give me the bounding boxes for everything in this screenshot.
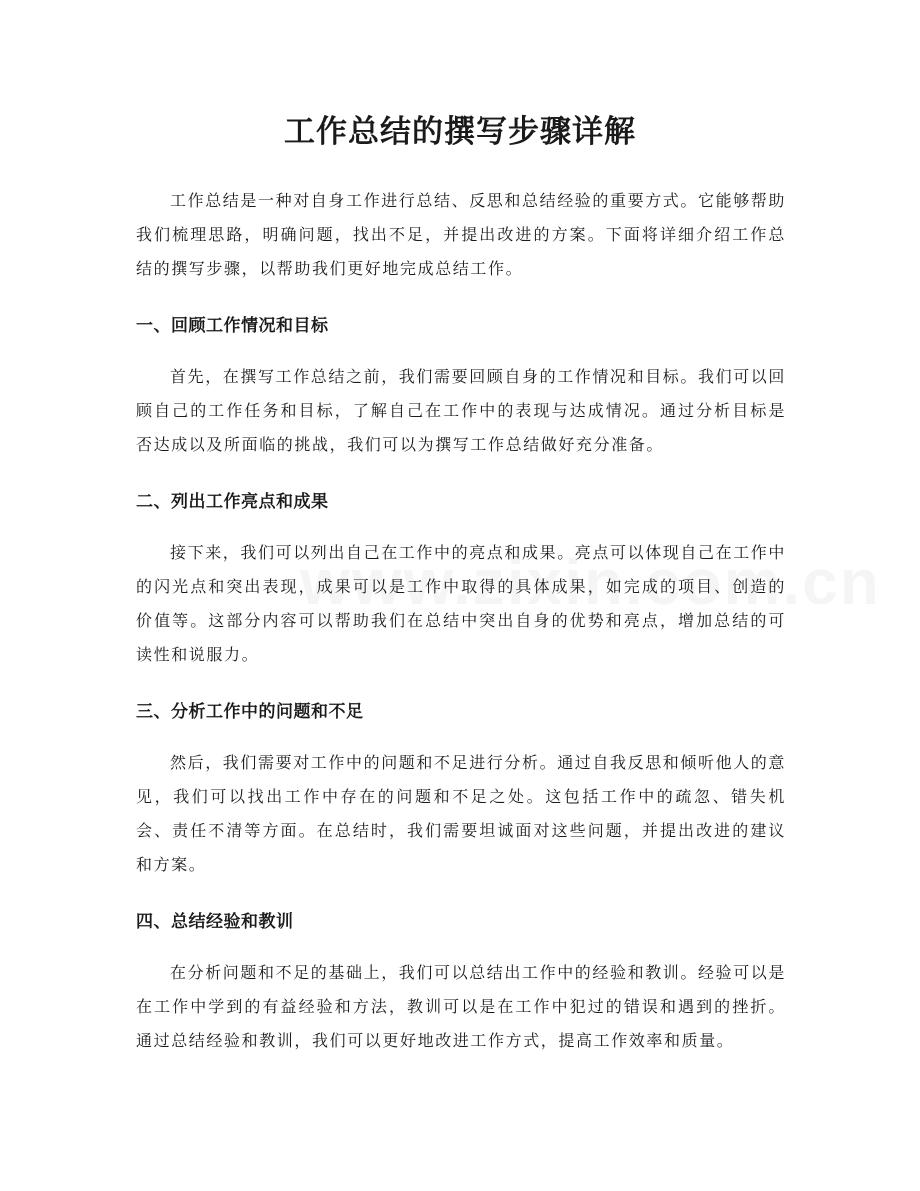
section-body-4: 在分析问题和不足的基础上，我们可以总结出工作中的经验和教训。经验可以是在工作中学到的有益经验和方法，教训可以是在工作中犯过的错误和遇到的挫折。通过总结经验和教训，我们可以更好地改进工作方式，提高工作效率和质量。 xyxy=(136,963,787,1050)
document-body xyxy=(136,184,786,1058)
document-title: 工作总结的撰写步骤详解 xyxy=(284,114,636,150)
section-heading-1: 一、回顾工作情况和目标 xyxy=(136,316,329,336)
section-body-3: 然后，我们需要对工作中的问题和不足进行分析。通过自我反思和倾听他人的意见，我们可以找出工作中存在的问题和不足之处。这包括工作中的疏忽、错失机会、责任不清等方面。在总结时，我们需要坦诚面对这些问题，并提出改进的建议和方案。 xyxy=(136,753,787,874)
section-body-1: 首先，在撰写工作总结之前，我们需要回顾自身的工作情况和目标。我们可以回顾自己的工作任务和目标，了解自己在工作中的表现与达成情况。通过分析目标是否达成以及所面临的挑战，我们可以为撰写工作总结做好充分准备。 xyxy=(136,367,787,454)
intro-paragraph: 工作总结是一种对自身工作进行总结、反思和总结经验的重要方式。它能够帮助我们梳理思路，明确问题，找出不足，并提出改进的方案。下面将详细介绍工作总结的撰写步骤，以帮助我们更好地完成总结工作。 xyxy=(136,191,787,278)
section-heading-2: 二、列出工作亮点和成果 xyxy=(136,492,329,512)
section-body-2: 接下来，我们可以列出自己在工作中的亮点和成果。亮点可以体现自己在工作中的闪光点和突出表现，成果可以是工作中取得的具体成果，如完成的项目、创造的价值等。这部分内容可以帮助我们在总结中突出自身的优势和亮点，增加总结的可读性和说服力。 xyxy=(136,543,787,664)
section-heading-4: 四、总结经验和教训 xyxy=(136,912,294,932)
section-heading-3: 三、分析工作中的问题和不足 xyxy=(136,702,364,722)
